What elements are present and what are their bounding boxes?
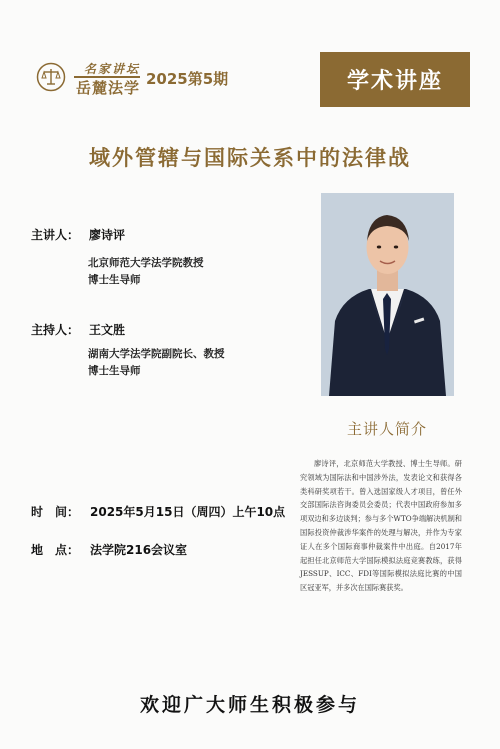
speaker-photo xyxy=(321,193,454,396)
issue-number: 2025第5期 xyxy=(146,70,229,88)
speaker-affiliation xyxy=(88,255,204,289)
bio-heading: 主讲人简介 xyxy=(346,420,427,438)
bio-text: 廖诗评，北京师范大学教授、博士生导师。研究领域为国际法和中国涉外法，发表论文和获得各类科研奖项若干。曾入选国家级人才项目，曾任外交部国际法咨询委员会委员；代表中国政府参加多项双边和多边谈判；参与多个WTO争端解决机制和国际投资仲裁涉华案件的处理与解决，并作为专家证人在多个国际商事仲裁案件中出庭。自2017年起担任北京师范大学国际模拟法庭竞赛教练，获得JESSUP、ICC、FDI等国际模拟法庭比赛的中国区冠亚军，并多次在国际赛获奖。 xyxy=(300,459,462,593)
host-name: 王文胜 xyxy=(89,323,126,337)
host-affiliation-line-2: 博士生导师 xyxy=(88,365,141,377)
place-value: 法学院216会议室 xyxy=(90,543,188,557)
time-label: 时 间： xyxy=(31,505,80,519)
lecture-title: 域外管辖与国际关系中的法律战 xyxy=(89,146,411,170)
host-affiliation-line-1: 湖南大学法学院副院长、教授 xyxy=(88,348,225,360)
welcome-message: 欢迎广大师生积极参与 xyxy=(139,694,360,716)
event-type-label: 学术讲座 xyxy=(346,69,443,94)
host-label: 主持人： xyxy=(31,323,80,337)
speaker-affiliation-line-2: 博士生导师 xyxy=(88,274,141,286)
scales-of-justice-icon xyxy=(36,62,66,92)
event-type-badge xyxy=(320,52,470,107)
place-label: 地 点： xyxy=(31,543,80,557)
speaker-label: 主讲人： xyxy=(31,228,80,242)
speaker-affiliation-line-1: 北京师范大学法学院教授 xyxy=(88,257,204,269)
time-value: 2025年5月15日（周四）上午10点 xyxy=(90,505,286,519)
series-name-main: 岳麓法学 xyxy=(76,79,141,97)
series-name-top: 名家讲坛 xyxy=(84,62,141,76)
host-affiliation xyxy=(88,346,225,380)
speaker-name: 廖诗评 xyxy=(89,228,126,242)
